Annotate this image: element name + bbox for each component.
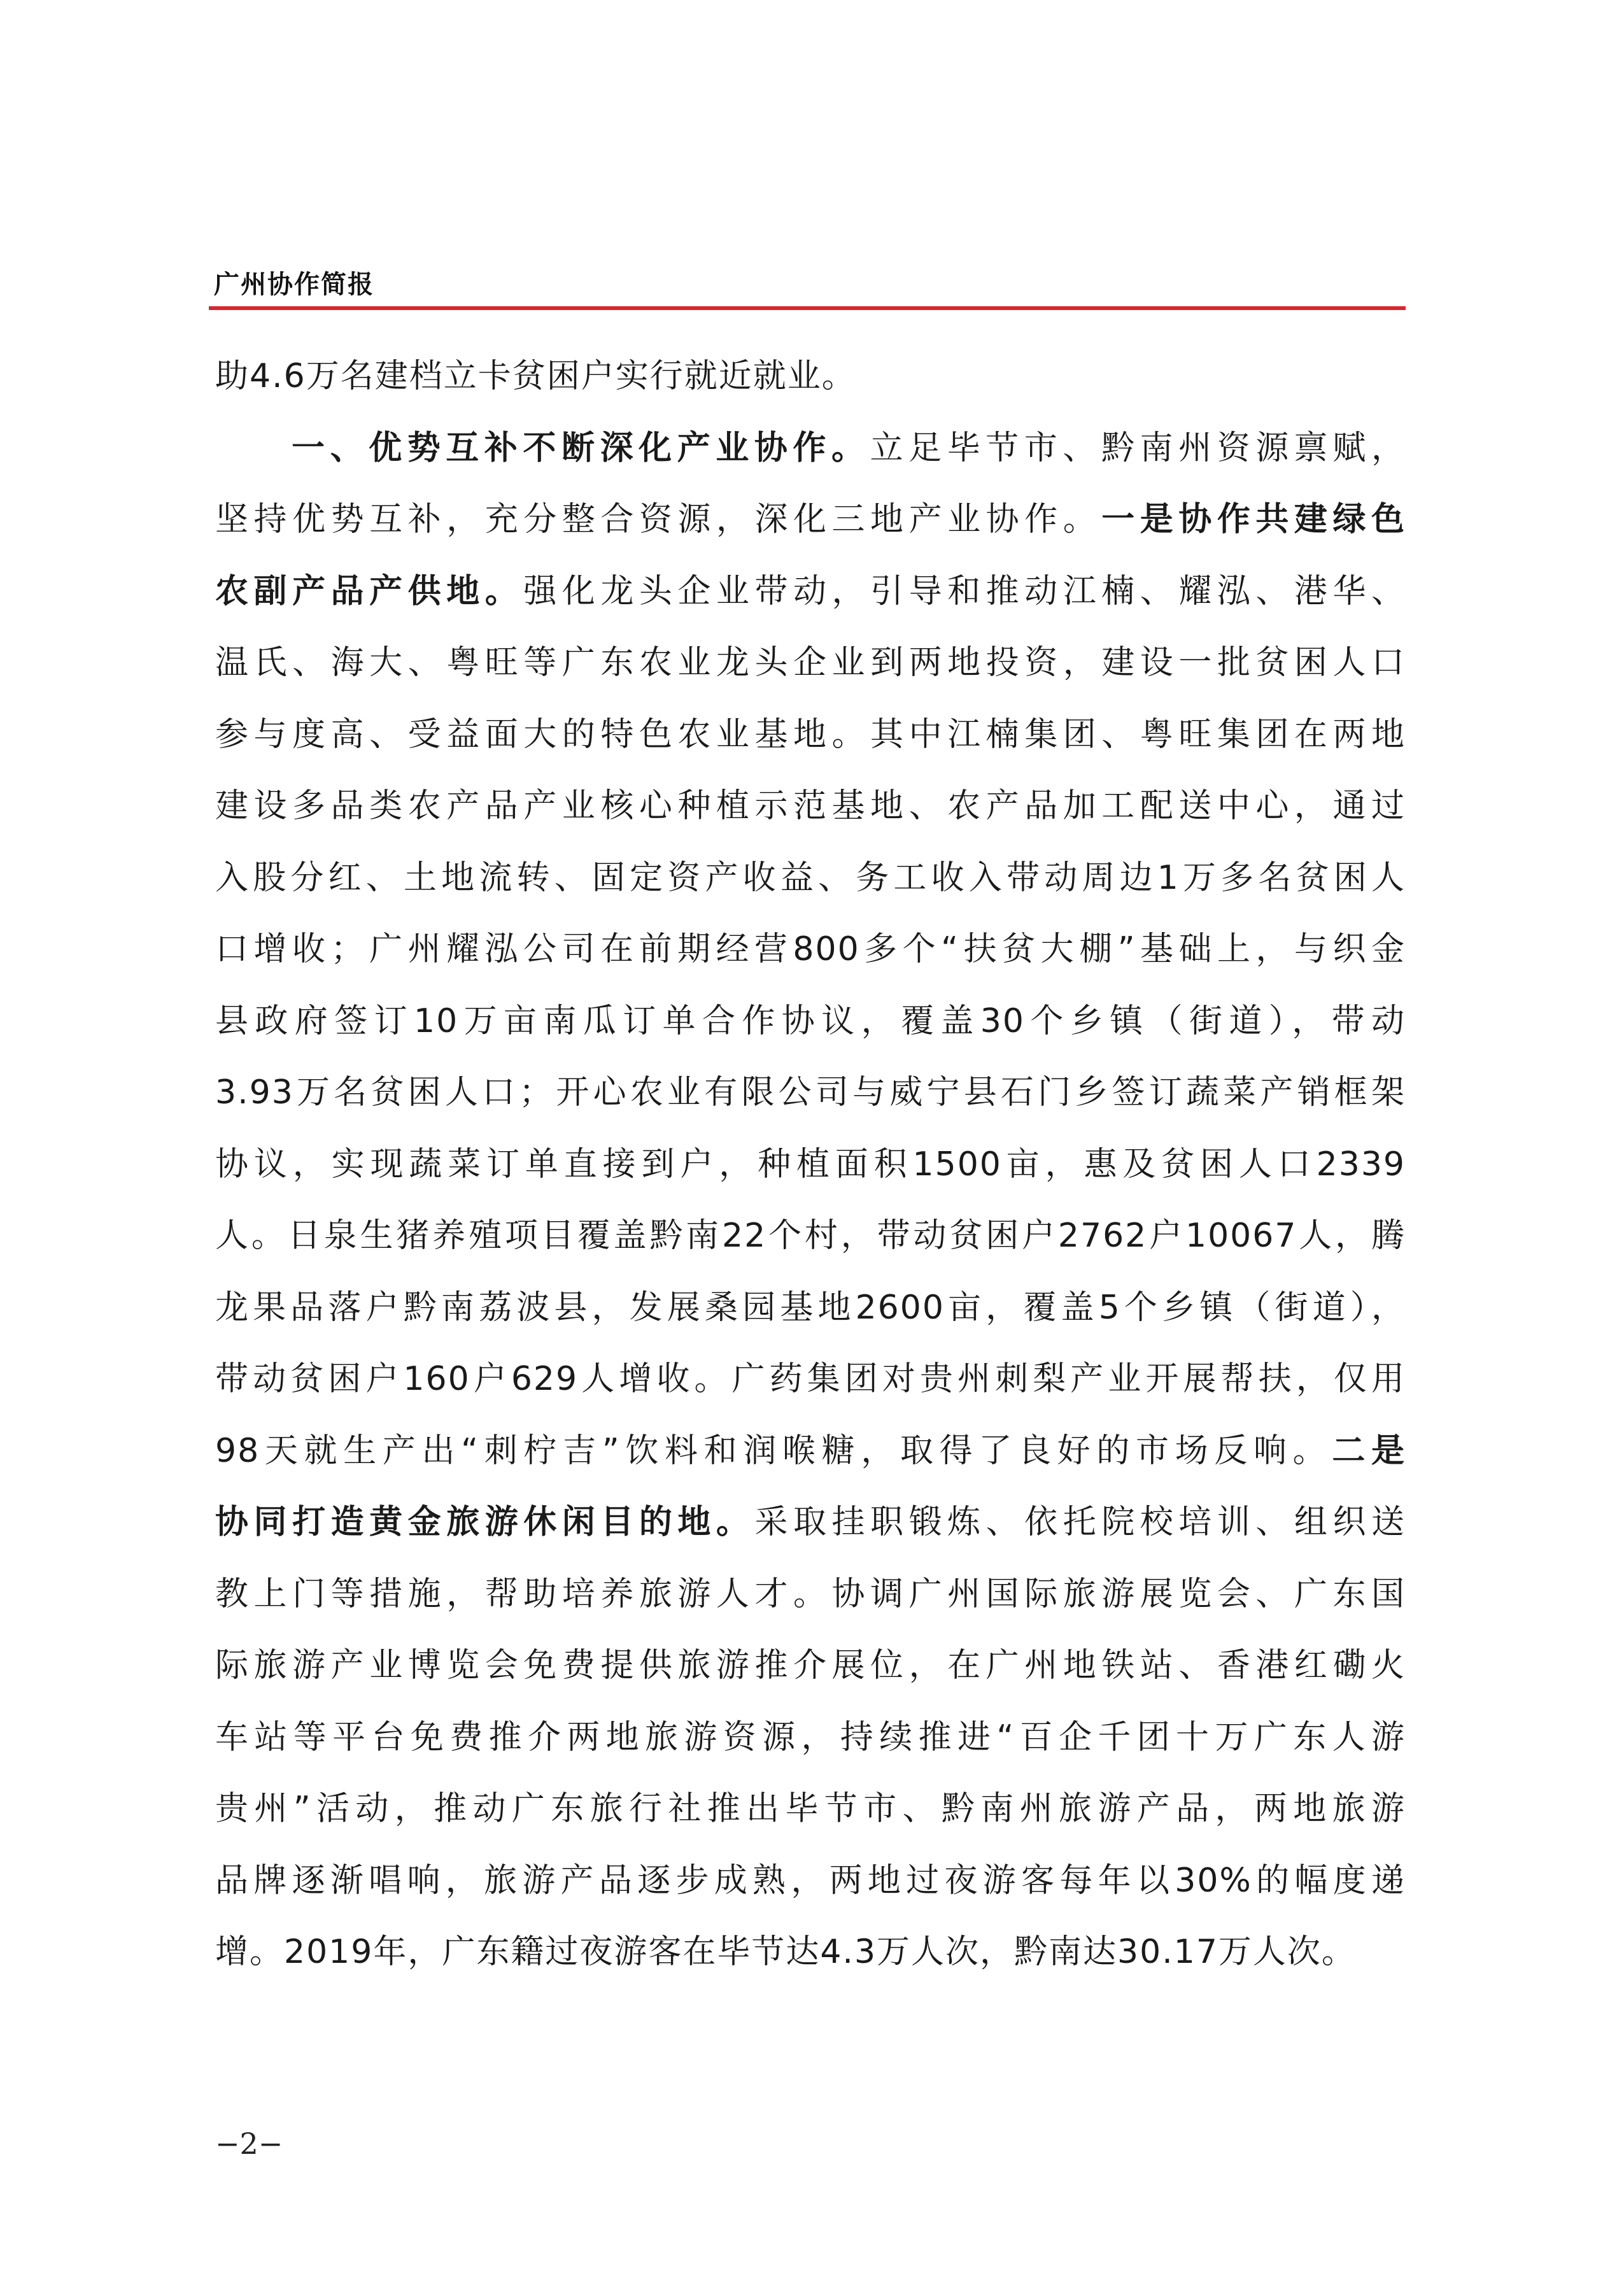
body-line: 龙果品落户黔南荔波县，发展桑园基地2600亩，覆盖5个乡镇（街道），	[215, 1288, 1406, 1327]
body-line: 助4.6万名建档立卡贫困户实行就近就业。	[215, 357, 856, 395]
subheading-one: 一是协作共建绿色	[1101, 500, 1406, 539]
body-line: 建设多品类农产品产业核心种植示范基地、农产品加工配送中心，通过	[215, 787, 1406, 825]
section-heading: 一、优势互补不断深化产业协作。	[292, 428, 870, 467]
body-line: 温氏、海大、粤旺等广东农业龙头企业到两地投资，建设一批贫困人口	[215, 644, 1406, 682]
body-line: 贵州”活动，推动广东旅行社推出毕节市、黔南州旅游产品，两地旅游	[215, 1790, 1406, 1828]
body-line: 3.93万名贫困人口；开心农业有限公司与威宁县石门乡签订蔬菜产销框架	[215, 1073, 1406, 1112]
header-red-rule	[209, 306, 1406, 310]
publication-title: 广州协作简报	[214, 269, 374, 299]
body-line: 教上门等措施，帮助培养旅游人才。协调广州国际旅游展览会、广东国	[215, 1574, 1406, 1613]
body-text	[215, 341, 1406, 1988]
page-number: −2−	[215, 2126, 283, 2161]
body-line: 坚持优势互补，充分整合资源，深化三地产业协作。一是协作共建绿色	[215, 500, 1406, 539]
body-line: 车站等平台免费推介两地旅游资源，持续推进“百企千团十万广东人游	[215, 1718, 1406, 1757]
body-line: 带动贫困户160户629人增收。广药集团对贵州刺梨产业开展帮扶，仅用	[215, 1360, 1406, 1398]
body-line: 人。日泉生猪养殖项目覆盖黔南22个村，带动贫困户2762户10067人，腾	[215, 1217, 1406, 1255]
body-line: 增。2019年，广东籍过夜游客在毕节达4.3万人次，黔南达30.17万人次。	[215, 1933, 1356, 1971]
body-line: 98天就生产出“刺柠吉”饮料和润喉糖，取得了良好的市场反响。二是	[215, 1431, 1406, 1470]
body-line: 际旅游产业博览会免费提供旅游推介展位，在广州地铁站、香港红磡火	[215, 1646, 1406, 1685]
body-line: 品牌逐渐唱响，旅游产品逐步成熟，两地过夜游客每年以30%的幅度递	[215, 1861, 1406, 1900]
body-line: 协同打造黄金旅游休闲目的地。采取挂职锻炼、依托院校培训、组织送	[215, 1503, 1406, 1541]
body-line: 口增收；广州耀泓公司在前期经营800多个“扶贫大棚”基础上，与织金	[215, 930, 1406, 968]
section-heading-line: 一、优势互补不断深化产业协作。立足毕节市、黔南州资源禀赋，	[292, 428, 1406, 467]
page-header	[209, 258, 1406, 328]
body-line: 参与度高、受益面大的特色农业基地。其中江楠集团、粤旺集团在两地	[215, 715, 1406, 754]
subheading-two: 二是	[1332, 1431, 1406, 1470]
body-line: 农副产品产供地。强化龙头企业带动，引导和推动江楠、耀泓、港华、	[215, 572, 1406, 611]
body-line: 县政府签订10万亩南瓜订单合作协议，覆盖30个乡镇（街道），带动	[215, 1001, 1406, 1040]
body-line: 入股分红、土地流转、固定资产收益、务工收入带动周边1万多名贫困人	[215, 858, 1406, 897]
body-line: 协议，实现蔬菜订单直接到户，种植面积1500亩，惠及贫困人口2339	[215, 1145, 1406, 1184]
